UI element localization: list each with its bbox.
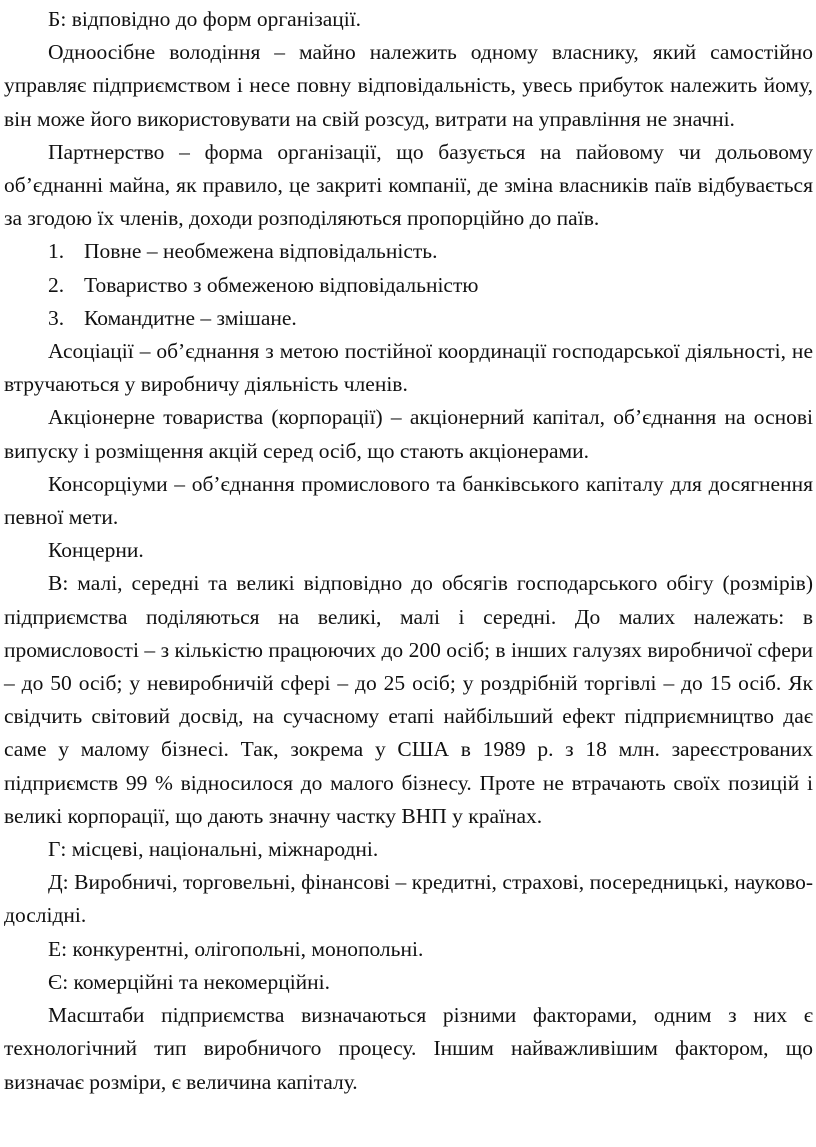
list-item [4, 235, 813, 268]
paragraph-sole-ownership: Одноосібне володіння – майно належить одному власнику, який самостійно управляє підприємством і несе повну відповідальність, увесь прибуток належить йому, він може його використовувати на свій розсуд, витрати на управління не значні. [4, 40, 813, 131]
paragraph-associations: Асоціації – об’єднання з метою постійної координації господарської діяльності, не втручаються у виробничу діяльність членів. [4, 339, 813, 397]
list-text: Командитне – змішане. [84, 305, 297, 330]
paragraph-ye-commercial: Є: комерційні та некомерційні. [48, 969, 331, 994]
paragraph-scale-factors: Масштаби підприємства визначаються різними факторами, одним з них є технологічний тип виробничого процесу. Іншим найважливішим фактором, що визначає розміри, є величина капіталу. [4, 1003, 813, 1094]
list-number: 1. [48, 239, 65, 264]
paragraph-v-size: В: малі, середні та великі відповідно до обсягів господарського обігу (розмірів) підприємства поділяються на великі, малі і середні. До малих належать: в промисловості – з кількістю працюючих до 200 осіб; в інших галузях виробничої сфери – до 50 осіб; у невиробничій сфері – до 25 осіб; у роздрібній торгівлі – до 15 осіб. Як свідчить світовий досвід, на сучасному етапі найбільший ефект підприємництво дає саме у малому бізнесі. Так, зокрема у США в 1989 р. з 18 млн. зареєстрованих підприємств 99 % відносилося до малого бізнесу. Проте не втрачають своїх позицій і великі корпорації, що дають значну частку ВНП у країнах. [4, 571, 813, 828]
numbered-list [4, 235, 813, 335]
paragraph-e-competition: Е: конкурентні, олігопольні, монопольні. [48, 936, 424, 961]
list-text: Повне – необмежена відповідальність. [84, 239, 438, 264]
list-item [4, 302, 813, 335]
list-text: Товариство з обмеженою відповідальністю [84, 272, 479, 297]
paragraph-consortiums: Консорціуми – об’єднання промислового та банківського капіталу для досягнення певної мети. [4, 471, 813, 530]
paragraph-joint-stock: Акціонерне товариства (корпорації) – акціонерний капітал, об’єднання на основі випуску і розміщення акцій серед осіб, що стають акціонерами. [4, 405, 813, 463]
list-item [4, 269, 813, 302]
list-number: 2. [48, 272, 65, 297]
paragraph-partnership: Партнерство – форма організації, що базується на пайовому чи дольовому об’єднанні майна, як правило, це закриті компанії, де зміна власників паїв відбувається за згодою їх членів, доходи розподіляються пропорційно до паїв. [4, 139, 813, 231]
paragraph-d-sectors: Д: Виробничі, торговельні, фінансові – кредитні, страхові, посередницькі, науково-дослідні. [4, 870, 813, 928]
paragraph-b-forms: Б: відповідно до форм організації. [48, 7, 362, 31]
paragraph-g-scope: Г: місцеві, національні, міжнародні. [48, 837, 379, 862]
list-number: 3. [48, 305, 65, 330]
paragraph-concerns: Концерни. [48, 538, 144, 563]
